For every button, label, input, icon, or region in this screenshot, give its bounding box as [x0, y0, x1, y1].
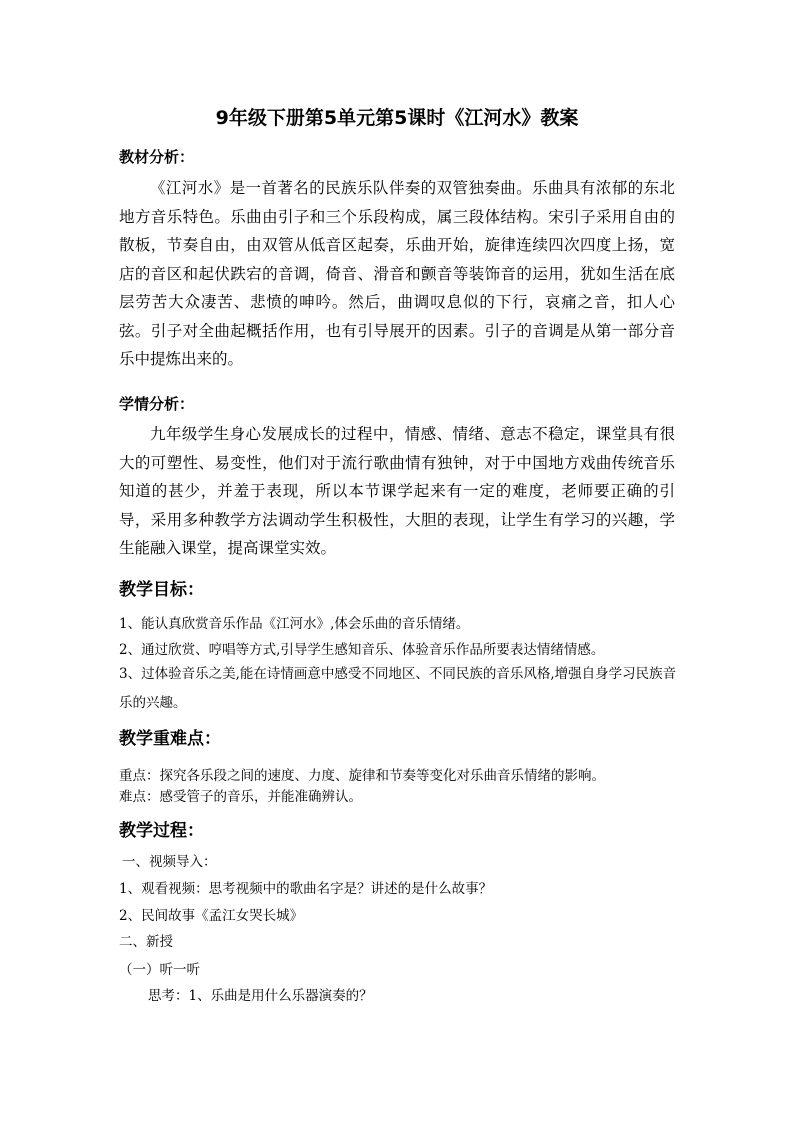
- goal-item-2: 2、通过欣赏、哼唱等方式,引导学生感知音乐、体验音乐作品所要表达情绪情感。: [119, 642, 605, 658]
- section-heading-textbook-analysis: 教材分析：: [119, 148, 195, 166]
- goal-item-1: 1、能认真欣赏音乐作品《江河水》,体会乐曲的音乐情绪。: [119, 616, 470, 632]
- process-step-1-2: 2、民间故事《孟江女哭长城》: [119, 908, 304, 924]
- key-point: 重点：探究各乐段之间的速度、力度、旋律和节奏等变化对乐曲音乐情绪的影响。: [119, 768, 605, 784]
- section-heading-key-difficult: 教学重难点：: [119, 729, 221, 749]
- process-step-1: 一、视频导入：: [122, 854, 217, 870]
- section-heading-student-analysis: 学情分析：: [119, 395, 195, 413]
- process-step-2-1: （一）听一听: [119, 962, 200, 978]
- process-step-1-1: 1、观看视频：思考视频中的歌曲名字是？讲述的是什么故事？: [119, 881, 493, 897]
- process-step-2: 二、新授: [119, 934, 173, 950]
- section-heading-teaching-goals: 教学目标：: [119, 580, 204, 600]
- section-heading-teaching-process: 教学过程：: [119, 821, 204, 841]
- process-step-2-1-question: 思考：1、乐曲是用什么乐器演奏的？: [148, 988, 373, 1004]
- difficult-point: 难点：感受管子的音乐，并能准确辨认。: [119, 789, 362, 805]
- student-analysis-paragraph: 九年级学生身心发展成长的过程中，情感、情绪、意志不稳定，课堂具有很大的可塑性、易变性，他们对于流行歌曲情有独钟，对于中国地方戏曲传统音乐知道的甚少，并羞于表现，所以本节课学起来有一定的难度，老师要正确的引导，采用多种教学方法调动学生积极性，大胆的表现，让学生有学习的兴趣，学生能融入课堂，提高课堂实效。: [119, 425, 675, 557]
- goal-item-3: 3、过体验音乐之美,能在诗情画意中感受不同地区、不同民族的音乐风格,增强自身学习民族音乐的兴趣。: [119, 666, 677, 711]
- textbook-analysis-paragraph: 《江河水》是一首著名的民族乐队伴奏的双管独奏曲。乐曲具有浓郁的东北地方音乐特色。乐曲由引子和三个乐段构成，属三段体结构。宋引子采用自由的散板，节奏自由，由双管从低音区起奏，乐曲开始，旋律连续四次四度上扬，宽店的音区和起伏跌宕的音调，倚音、滑音和颤音等装饰音的运用，犹如生活在底层劳苦大众凄苦、悲愤的呻吟。然后，曲调叹息似的下行，哀痛之音，扣人心弦。引子对全曲起概括作用，也有引导展开的因素。引子的音调是从第一部分音乐中提炼出来的。: [119, 179, 675, 368]
- page-title: 9年级下册第5单元第5课时《江河水》教案: [215, 107, 579, 129]
